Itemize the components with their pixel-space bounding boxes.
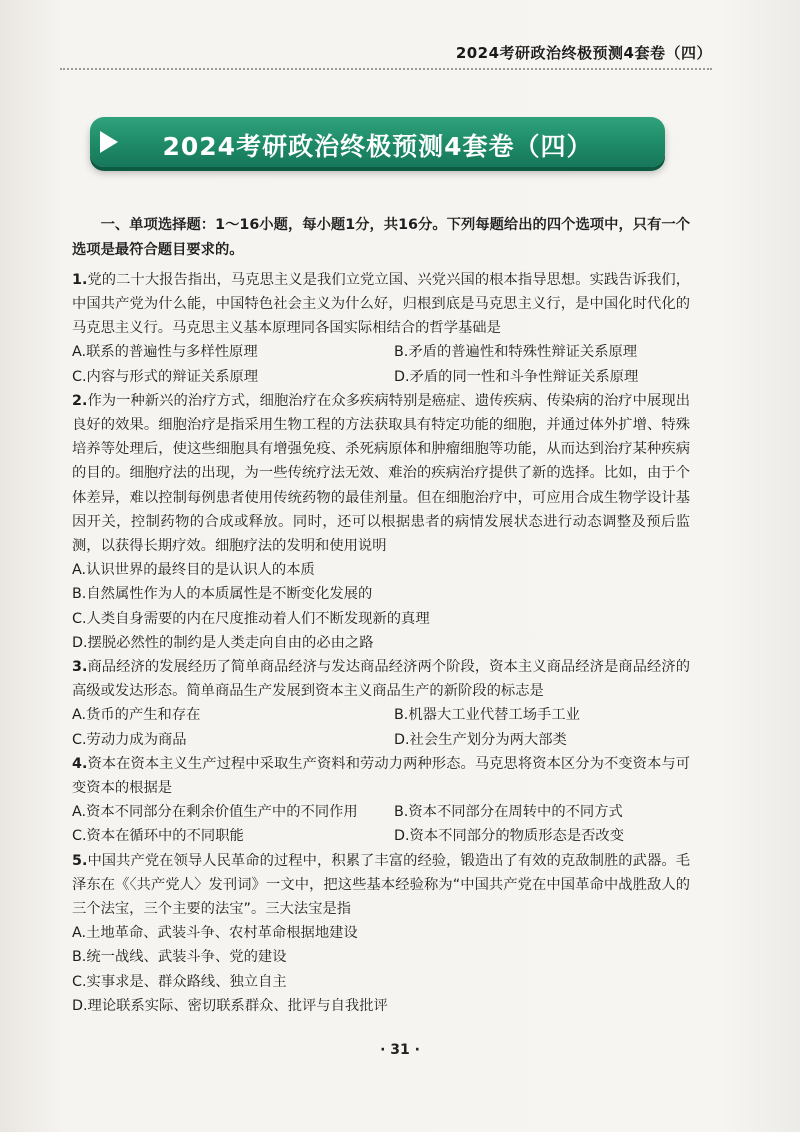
question-stem [72,849,690,922]
running-header: 2024考研政治终极预测4套卷（四） [455,44,712,62]
option-a[interactable]: A.土地革命、武装斗争、农村革命根据地建设 [72,925,358,942]
option-b[interactable]: B.机器大工业代替工场手工业 [394,707,580,724]
question-text: 党的二十大报告指出，马克思主义是我们立党立国、兴党兴国的根本指导思想。实践告诉我们，中国共产党为什么能，中国特色社会主义为什么好，归根到底是马克思主义行，是中国化时代化的马克思主义行。马克思主义基本原理同各国实际相结合的哲学基础是 [72,271,690,337]
options-list [72,558,690,655]
question-number: 5. [72,852,88,869]
page-number: · 31 · [380,1042,420,1058]
question-text: 商品经济的发展经历了简单商品经济与发达商品经济两个阶段，资本主义商品经济是商品经济的高级或发达形态。简单商品生产发展到资本主义商品生产的新阶段的标志是 [72,658,690,700]
option-c[interactable]: C.劳动力成为商品 [72,731,187,748]
option-d[interactable]: D.矛盾的同一性和斗争性辩证关系原理 [394,368,639,385]
question-stem [72,655,690,703]
option-b[interactable]: B.统一战线、武装斗争、党的建设 [72,949,287,966]
question-4 [72,752,690,849]
option-c[interactable]: C.人类自身需要的内在尺度推动着人们不断发现新的真理 [72,610,430,627]
question-stem [72,389,690,558]
question-text: 作为一种新兴的治疗方式，细胞治疗在众多疾病特别是癌症、遗传疾病、传染病的治疗中展现出良好的效果。细胞治疗是指采用生物工程的方法获取具有特定功能的细胞，并通过体外扩增、特殊培养等处理后，使这些细胞具有增强免疫、杀死病原体和肿瘤细胞等功能，从而达到治疗某种疾病的目的。细胞疗法的出现，为一些传统疗法无效、难治的疾病治疗提供了新的选择。比如，由于个体差异，难以控制每例患者使用传统药物的最佳剂量。但在细胞治疗中，可应用合成生物学设计基因开关，控制药物的合成或释放。同时，还可以根据患者的病情发展状态进行动态调整及预后监测，以获得长期疗效。细胞疗法的发明和使用说明 [72,392,690,554]
options-grid [72,340,690,388]
option-c[interactable]: C.实事求是、群众路线、独立自主 [72,973,287,990]
options-grid [72,800,690,848]
question-number: 3. [72,658,88,675]
question-text: 中国共产党在领导人民革命的过程中，积累了丰富的经验，锻造出了有效的克敌制胜的武器。毛泽东在《〈共产党人〉发刊词》一文中，把这些基本经验称为“中国共产党在中国革命中战胜敌人的三个法宝，三个主要的法宝”。三大法宝是指 [72,852,690,917]
question-number: 2. [72,392,88,409]
options-list [72,921,690,1018]
page-title: 2024考研政治终极预测4套卷（四） [162,132,593,161]
option-a[interactable]: A.资本不同部分在剩余价值生产中的不同作用 [72,804,358,821]
options-grid [72,703,690,751]
option-c[interactable]: C.资本在循环中的不同职能 [72,828,244,845]
question-stem [72,752,690,800]
title-banner [90,117,665,167]
option-c[interactable]: C.内容与形式的辩证关系原理 [72,368,259,385]
question-stem [72,268,690,341]
question-text: 资本在资本主义生产过程中采取生产资料和劳动力两种形态。马克思将资本区分为不变资本与可变资本的根据是 [72,755,690,796]
question-1 [72,268,690,389]
question-number: 1. [72,271,88,288]
question-5 [72,849,690,1018]
question-3 [72,655,690,752]
option-d[interactable]: D.社会生产划分为两大部类 [394,731,567,748]
option-d[interactable]: D.资本不同部分的物质形态是否改变 [394,828,625,845]
option-a[interactable]: A.货币的产生和存在 [72,707,201,724]
option-d[interactable]: D.理论联系实际、密切联系群众、批评与自我批评 [72,997,388,1014]
option-b[interactable]: B.资本不同部分在周转中的不同方式 [394,804,623,821]
question-2 [72,389,690,655]
option-b[interactable]: B.矛盾的普遍性和特殊性辩证关系原理 [394,344,638,361]
header-dotted-rule [60,68,712,70]
option-a[interactable]: A.联系的普遍性与多样性原理 [72,344,258,361]
section-intro: 一、单项选择题：1～16小题，每小题1分，共16分。下列每题给出的四个选项中，只有一个选项是最符合题目要求的。 [72,217,690,258]
option-b[interactable]: B.自然属性作为人的本质属性是不断变化发展的 [72,586,373,603]
option-d[interactable]: D.摆脱必然性的制约是人类走向自由的必由之路 [72,634,374,651]
question-number: 4. [72,755,88,772]
option-a[interactable]: A.认识世界的最终目的是认识人的本质 [72,562,315,579]
exam-content [72,199,690,1018]
